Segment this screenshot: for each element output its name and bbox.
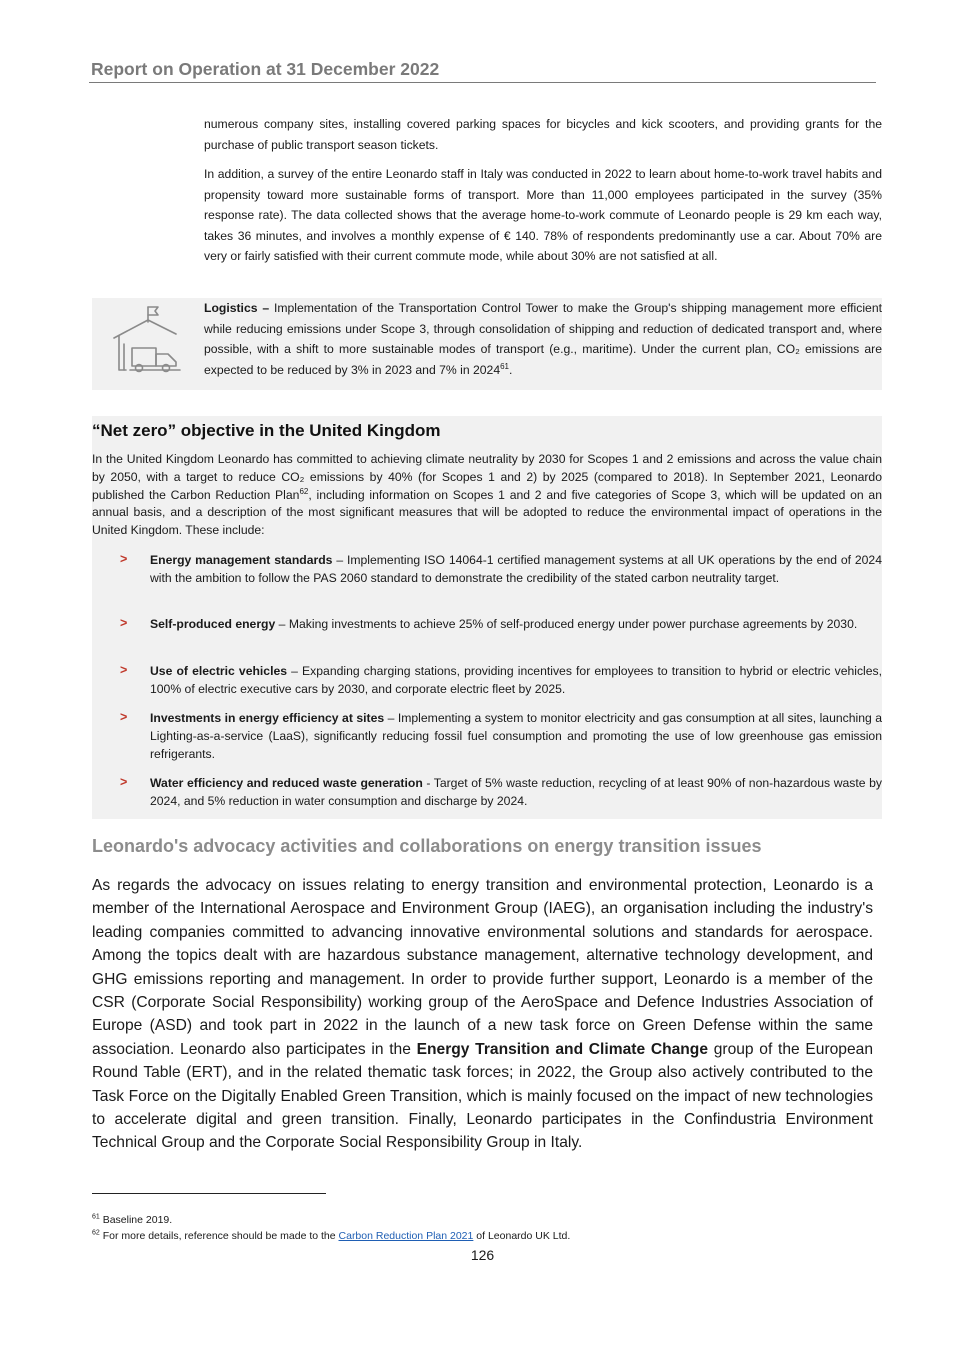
bullet-label: Use of electric vehicles (150, 664, 288, 678)
footnote-62 (92, 1230, 570, 1243)
advocacy-paragraph (92, 874, 873, 1155)
bullet-text: – Implementing a system to monitor electricity and gas consumption at all sites, launching a Lighting-as-a-service (LaaS), significantly reducing fossil fuel consumption and promoting the use of low greenhouse gas emission refrigerants. (150, 711, 883, 761)
logistics-body: Implementation of the Transportation Control Tower to make the Group's shipping management more efficient while reducing emissions under Scope 3, through consolidation of shipping and reduction of dedicated transport and, where possible, with a shift to more sustainable modes of transport (e.g., maritime). Under the current plan, CO₂ emissions are expected to be reduced by 3% in 2023 and 7% in 2024 (204, 301, 883, 377)
logistics-text (204, 298, 882, 380)
bullet-marker-icon: > (120, 552, 128, 566)
footnote-divider (92, 1193, 326, 1194)
footnote-ref-61[interactable]: 61 (500, 361, 510, 371)
bullet-marker-icon: > (120, 616, 128, 630)
bullet-label: Water efficiency and reduced waste generation (150, 776, 423, 790)
bullet-label: Self-produced energy (150, 617, 276, 631)
bullet-label: Investments in energy efficiency at sites (150, 711, 385, 725)
warehouse-truck-icon (110, 304, 184, 374)
logistics-end: . (509, 362, 513, 377)
footnote-text: For more details, reference should be made to the (99, 1230, 339, 1242)
bullet-text: – Implementing ISO 14064-1 certified management systems at all UK operations by the end of 2024 with the ambition to follow the PAS 2060 standard to demonstrate the credibility of the stated carbon neutrality target. (150, 553, 882, 585)
bullet-text: – Making investments to achieve 25% of self-produced energy under power purchase agreements by 2030. (275, 617, 858, 631)
footnote-ref-62[interactable]: 62 (299, 486, 309, 496)
footnote-61 (92, 1214, 172, 1227)
net-zero-intro (92, 451, 882, 540)
net-zero-box (92, 416, 882, 819)
page-number: 126 (470, 1247, 495, 1263)
footnote-text: Baseline 2019. (99, 1214, 173, 1226)
net-zero-intro-b: , including information on Scopes 1 and 2 and five categories of Scope 3, which will be updated on an annual basis, and a description of the most significant measures that will be adopted to reduce the environmental impact of operations in the United Kingdom. These include: (92, 487, 882, 538)
net-zero-intro-a: In the United Kingdom Leonardo has committed to achieving climate neutrality by 2030 for Scopes 1 and 2 emissions and across the value chain by 2050, with a target to reduce CO₂ emissions by 40% (for Scopes 1 and 2) by 2025 (compared to 2018). In September 2021, Leonardo published the Carbon Reduction Plan (92, 452, 882, 502)
advocacy-heading: Leonardo's advocacy activities and collaborations on energy transition issues (92, 836, 762, 856)
intro-paragraph-1: numerous company sites, installing covered parking spaces for bicycles and kick scooters, and providing grants for the purchase of public transport season tickets. (204, 117, 882, 152)
logistics-callout (92, 298, 882, 390)
logistics-label: Logistics – (204, 301, 270, 315)
footnote-number: 62 (92, 1229, 100, 1237)
carbon-reduction-plan-link[interactable]: Carbon Reduction Plan 2021 (338, 1230, 474, 1242)
footnote-text-end: of Leonardo UK Ltd. (473, 1230, 571, 1242)
advocacy-text-bold: Energy Transition and Climate Change (416, 1040, 709, 1058)
bullet-text: - Target of 5% waste reduction, recycling of at least 90% of non-hazardous waste by 2024, and 5% reduction in water consumption and discharge by 2024. (150, 776, 882, 808)
page-header-title: Report on Operation at 31 December 2022 (91, 59, 440, 79)
header-divider (89, 82, 876, 83)
bullet-marker-icon: > (120, 663, 128, 677)
intro-paragraph-2: In addition, a survey of the entire Leonardo staff in Italy was conducted in 2022 to learn about home-to-work travel habits and propensity toward more sustainable forms of transport. More than 11,000 employees participated in the survey (35% response rate). The data collected shows that the average home-to-work commute of Leonardo people is 29 km each way, takes 36 minutes, and involves a monthly expense of € 140. 78% of respondents predominantly use a car. About 70% are very or fairly satisfied with their current commute mode, while about 30% are not satisfied at all. (204, 167, 882, 264)
bullet-label: Energy management standards (150, 553, 333, 567)
footnote-number: 61 (92, 1213, 100, 1221)
bullet-text: – Expanding charging stations, providing incentives for employees to transition to hybrid or electric vehicles, 100% of electric executive cars by 2030, and corporate electric fleet by 2025. (150, 664, 883, 696)
bullet-marker-icon: > (120, 775, 128, 789)
advocacy-text-b: group of the European Round Table (ERT), and in the related thematic task forces; in 2022, the Group also actively contributed to the Task Force on the Digitally Enabled Green Transition, which is mainly focused on the impact of new technologies to accelerate digital and green transition. Finally, Leonardo participates in the Confindustria Environment Technical Group and the Corporate Social Responsibility Group in Italy. (92, 1040, 873, 1152)
net-zero-title: “Net zero” objective in the United Kingdom (92, 421, 441, 440)
bullet-marker-icon: > (120, 710, 128, 724)
advocacy-text-a: As regards the advocacy on issues relating to energy transition and environmental protection, Leonardo is a member of the International Aerospace and Environment Group (IAEG), an organisation including the industry's leading companies committed to advancing innovative environmental solutions and standards for aerospace. Among the topics dealt with are hazardous substance management, alternative technology development, and GHG emissions reporting and management. In order to provide further support, Leonardo is a member of the CSR (Corporate Social Responsibility) working group of the AeroSpace and Defence Industries Association of Europe (ASD) and took part in 2022 in the launch of a new task force on Green Defense within the same association. Leonardo also participates in the (92, 877, 873, 1058)
